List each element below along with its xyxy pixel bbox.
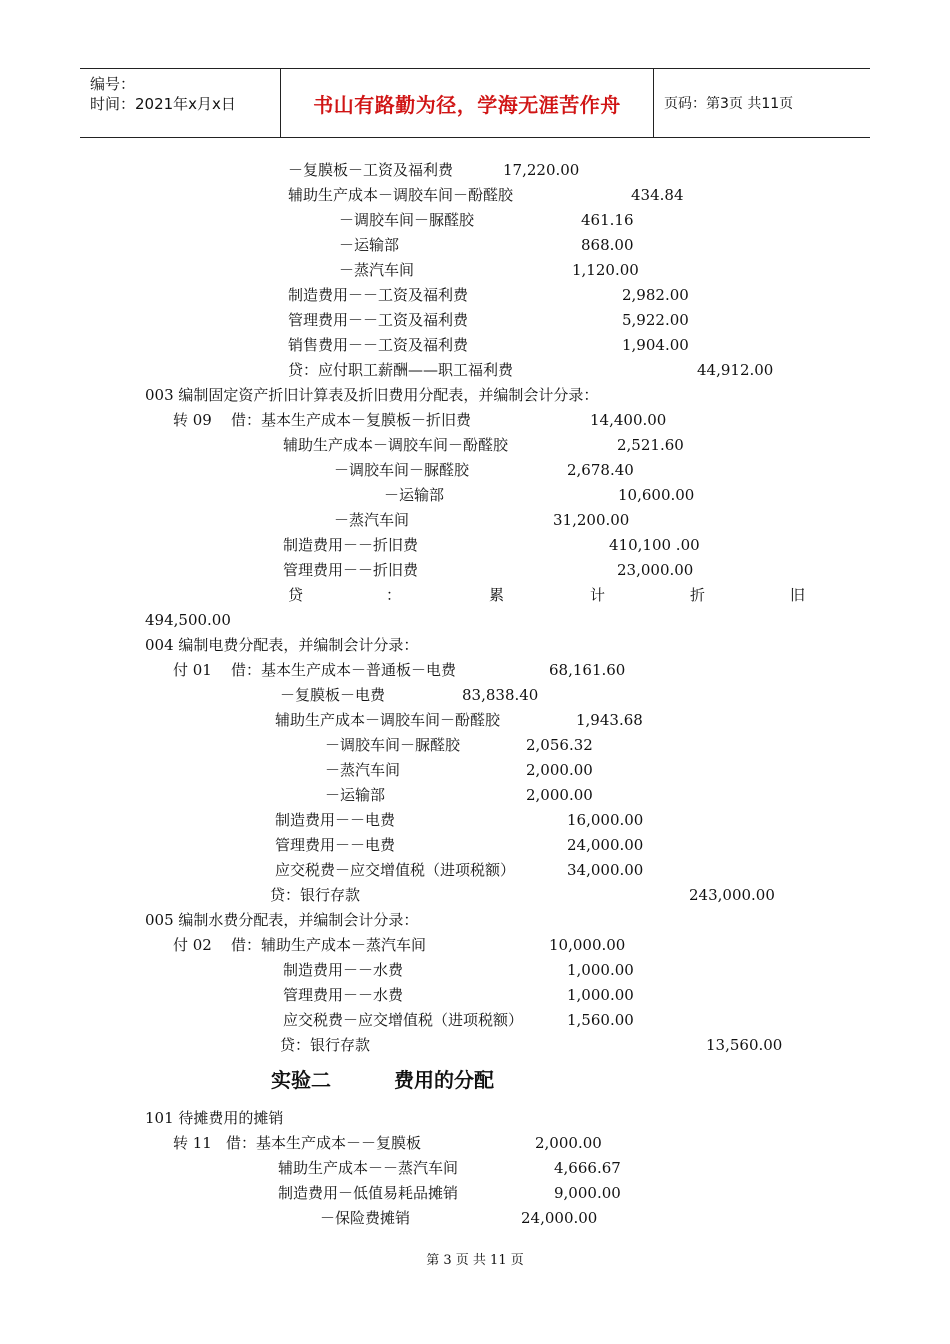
journal-text-line: 旧 [790, 586, 806, 604]
journal-text-line: 付 02 [173, 936, 212, 954]
journal-text-line: －调胶车间－脲醛胶 [325, 736, 461, 754]
journal-text-line: －蒸汽车间 [334, 511, 410, 529]
journal-text-line: 9,000.00 [554, 1184, 621, 1202]
journal-text-line: 2,521.60 [617, 436, 684, 454]
journal-text-line: 243,000.00 [689, 886, 775, 904]
journal-text-line: 005 编制水费分配表，并编制会计分录： [145, 911, 419, 929]
journal-text-line: －复膜板－电费 [280, 686, 386, 704]
journal-text-line: 计 [590, 586, 606, 604]
journal-text-line: 转 11 [173, 1134, 212, 1152]
journal-text-line: 5,922.00 [622, 311, 689, 329]
section-title-experiment: 实验二 [271, 1068, 331, 1092]
motto-text: 书山有路勤为径，学海无涯苦作舟 [313, 92, 621, 117]
journal-text-line: 贷：应付职工薪酬——职工福利费 [288, 361, 514, 379]
journal-text-line: －保险费摊销 [320, 1209, 411, 1227]
journal-text-line: 应交税费－应交增值税（进项税额） [275, 861, 516, 879]
journal-text-line: 2,678.40 [567, 461, 634, 479]
journal-text-line: －调胶车间－脲醛胶 [334, 461, 470, 479]
journal-text-line: 借：基本生产成本－复膜板－折旧费 [231, 411, 472, 429]
journal-text-line: 10,000.00 [549, 936, 626, 954]
journal-text-line: 制造费用－－工资及福利费 [288, 286, 469, 304]
page-footer: 第 3 页 共 11 页 [426, 1253, 524, 1268]
journal-text-line: 1,943.68 [576, 711, 643, 729]
journal-text-line: 辅助生产成本－－蒸汽车间 [278, 1159, 459, 1177]
journal-text-line: 贷：银行存款 [270, 886, 361, 904]
journal-text-line: 83,838.40 [462, 686, 539, 704]
doc-code-label: 编号： [90, 75, 136, 93]
journal-text-line: 23,000.00 [617, 561, 694, 579]
doc-time-label: 时间：2021年x月x日 [90, 95, 236, 113]
journal-text-line: 2,000.00 [526, 761, 593, 779]
section-title-topic: 费用的分配 [394, 1068, 494, 1092]
journal-text-line: 494,500.00 [145, 611, 231, 629]
journal-text-line: 44,912.00 [697, 361, 774, 379]
journal-text-line: 101 待摊费用的摊销 [145, 1109, 284, 1127]
journal-text-line: 1,904.00 [622, 336, 689, 354]
journal-text-line: 868.00 [581, 236, 634, 254]
journal-text-line: 1,000.00 [567, 986, 634, 1004]
journal-text-line: 管理费用－－水费 [283, 986, 404, 1004]
journal-text-line: 辅助生产成本－调胶车间－酚醛胶 [283, 436, 509, 454]
journal-text-line: 管理费用－－工资及福利费 [288, 311, 469, 329]
journal-text-line: 付 01 [173, 661, 212, 679]
journal-text-line: 制造费用－－折旧费 [283, 536, 419, 554]
journal-text-line: 24,000.00 [567, 836, 644, 854]
journal-text-line: 17,220.00 [503, 161, 580, 179]
journal-text-line: 贷 [288, 586, 304, 604]
journal-text-line: －运输部 [325, 786, 386, 804]
header-meta-cell [80, 69, 281, 137]
journal-text-line: 制造费用－－水费 [283, 961, 404, 979]
journal-text-line: 贷：银行存款 [280, 1036, 371, 1054]
journal-text-line: 1,000.00 [567, 961, 634, 979]
journal-text-line: 004 编制电费分配表，并编制会计分录： [145, 636, 419, 654]
journal-text-line: －复膜板－工资及福利费 [288, 161, 454, 179]
page-header [80, 68, 870, 138]
journal-text-line: ： [386, 586, 402, 604]
journal-text-line: 辅助生产成本－调胶车间－酚醛胶 [288, 186, 514, 204]
journal-text-line: 辅助生产成本－调胶车间－酚醛胶 [275, 711, 501, 729]
journal-text-line: －运输部 [384, 486, 445, 504]
journal-text-line: 16,000.00 [567, 811, 644, 829]
journal-text-line: 销售费用－－工资及福利费 [288, 336, 469, 354]
journal-text-line: 累 [489, 586, 505, 604]
journal-text-line: 2,056.32 [526, 736, 593, 754]
journal-text-line: 13,560.00 [706, 1036, 783, 1054]
journal-text-line: 10,600.00 [618, 486, 695, 504]
journal-text-line: 003 编制固定资产折旧计算表及折旧费用分配表，并编制会计分录： [145, 386, 599, 404]
journal-text-line: 制造费用－－电费 [275, 811, 396, 829]
journal-text-line: 借：基本生产成本－普通板－电费 [231, 661, 457, 679]
journal-text-line: 2,982.00 [622, 286, 689, 304]
journal-text-line: 2,000.00 [535, 1134, 602, 1152]
journal-text-line: 434.84 [631, 186, 684, 204]
journal-text-line: 68,161.60 [549, 661, 626, 679]
journal-text-line: 1,560.00 [567, 1011, 634, 1029]
journal-text-line: 折 [690, 586, 706, 604]
journal-text-line: －蒸汽车间 [339, 261, 415, 279]
page-number-info: 页码：第3页 共11页 [664, 96, 794, 112]
journal-text-line: 借：辅助生产成本－蒸汽车间 [231, 936, 427, 954]
journal-text-line: 应交税费－应交增值税（进项税额） [283, 1011, 524, 1029]
journal-text-line: －调胶车间－脲醛胶 [339, 211, 475, 229]
journal-text-line: 24,000.00 [521, 1209, 598, 1227]
journal-text-line: 4,666.67 [554, 1159, 621, 1177]
journal-text-line: 管理费用－－电费 [275, 836, 396, 854]
journal-text-line: 2,000.00 [526, 786, 593, 804]
journal-text-line: 管理费用－－折旧费 [283, 561, 419, 579]
journal-text-line: 34,000.00 [567, 861, 644, 879]
journal-text-line: 410,100 .00 [609, 536, 700, 554]
journal-text-line: 461.16 [581, 211, 634, 229]
journal-text-line: 转 09 [173, 411, 212, 429]
header-page-cell [654, 69, 870, 137]
journal-text-line: 制造费用－低值易耗品摊销 [278, 1184, 459, 1202]
header-motto-cell [281, 69, 654, 137]
journal-text-line: 1,120.00 [572, 261, 639, 279]
journal-text-line: －蒸汽车间 [325, 761, 401, 779]
journal-text-line: 借：基本生产成本－－复膜板 [226, 1134, 422, 1152]
journal-text-line: 14,400.00 [590, 411, 667, 429]
journal-text-line: －运输部 [339, 236, 400, 254]
journal-text-line: 31,200.00 [553, 511, 630, 529]
